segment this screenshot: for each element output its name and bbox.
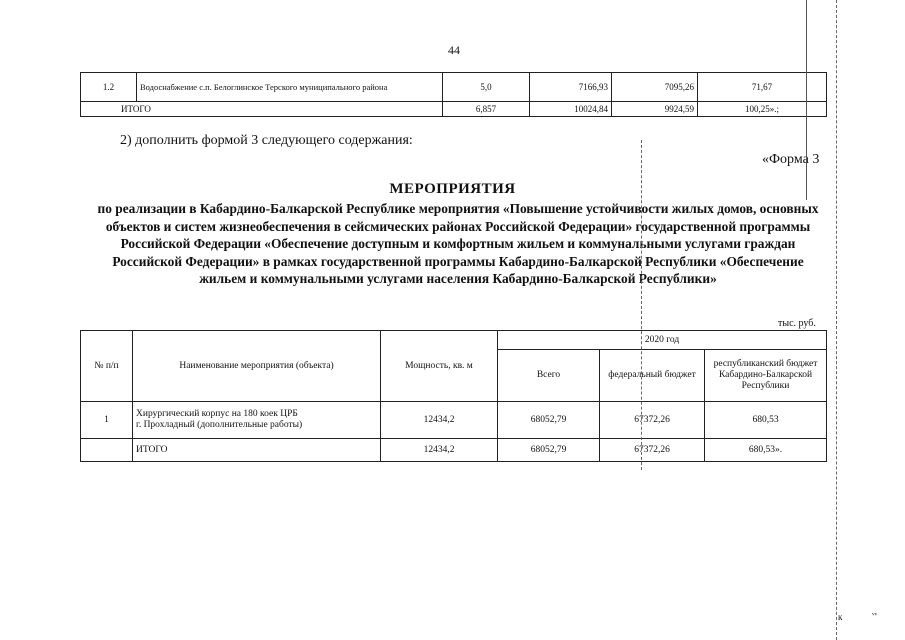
cell-republic: 680,53 — [705, 402, 827, 439]
header-total: Всего — [498, 350, 600, 402]
measures-table — [80, 330, 827, 462]
table-row — [81, 73, 827, 102]
header-row — [81, 331, 827, 350]
cell-value: 7095,26 — [612, 73, 698, 102]
row-number: 1 — [81, 402, 133, 439]
item-name: Водоснабжение с.п. Белоглинское Терского муниципального района — [137, 73, 443, 102]
item-name — [133, 402, 381, 439]
header-capacity: Мощность, кв. м — [381, 331, 498, 402]
document-title: МЕРОПРИЯТИЯ — [389, 181, 516, 197]
document-subtitle: по реализации в Кабардино-Балкарской Республике мероприятия «Повышение устойчивости жилых домов, основных объектов и систем жизнеобеспечения в сейсмических районах Российской Федерации» государственной программы Российской Федерации «Обеспечение доступным и комфортным жильем и коммунальными услугами граждан Российской Федерации» в рамках государственной программы Кабардино-Балкарской Республики «Обеспечение жильем и коммунальными услугами населения Кабардино-Балкарской Республики» — [97, 201, 819, 286]
cell-total: 68052,79 — [498, 402, 600, 439]
cell-value: 5,0 — [443, 73, 530, 102]
scan-margin-line — [836, 0, 837, 640]
table-row — [81, 102, 827, 117]
cell-value: 7166,93 — [530, 73, 612, 102]
scan-mark: ᵛᵛ — [872, 610, 878, 620]
total-label: ИТОГО — [81, 102, 443, 117]
header-num: № п/п — [81, 331, 133, 402]
item-name-line: г. Прохладный (дополнительные работы) — [136, 420, 303, 430]
cell-federal: 67372,26 — [600, 439, 705, 462]
item-name-line: Хирургический корпус на 180 коек ЦРБ — [136, 409, 298, 419]
total-label: ИТОГО — [133, 439, 381, 462]
row-number — [81, 439, 133, 462]
scan-mark: к — [838, 612, 843, 622]
header-federal: федеральный бюджет — [600, 350, 705, 402]
table-row — [81, 402, 827, 439]
unit-label: тыс. руб. — [778, 318, 816, 329]
cell-federal: 67372,26 — [600, 402, 705, 439]
scan-fold-line — [641, 140, 642, 470]
scan-margin-line — [806, 0, 807, 200]
cell-republic: 680,53». — [705, 439, 827, 462]
funding-table-continued — [80, 72, 827, 117]
header-year: 2020 год — [498, 331, 827, 350]
table-row — [81, 439, 827, 462]
cell-value: 71,67 — [698, 73, 827, 102]
row-number: 1.2 — [81, 73, 137, 102]
cell-capacity: 12434,2 — [381, 402, 498, 439]
intro-text: 2) дополнить формой 3 следующего содержания: — [120, 133, 413, 148]
header-name: Наименование мероприятия (объекта) — [133, 331, 381, 402]
cell-value: 9924,59 — [612, 102, 698, 117]
cell-value: 10024,84 — [530, 102, 612, 117]
form-label: «Форма 3 — [762, 152, 820, 167]
cell-value: 100,25».; — [698, 102, 827, 117]
cell-capacity: 12434,2 — [381, 439, 498, 462]
cell-value: 6,857 — [443, 102, 530, 117]
header-republic: республиканский бюджет Кабардино-Балкарской Республики — [705, 350, 827, 402]
page-number: 44 — [448, 43, 460, 57]
cell-total: 68052,79 — [498, 439, 600, 462]
